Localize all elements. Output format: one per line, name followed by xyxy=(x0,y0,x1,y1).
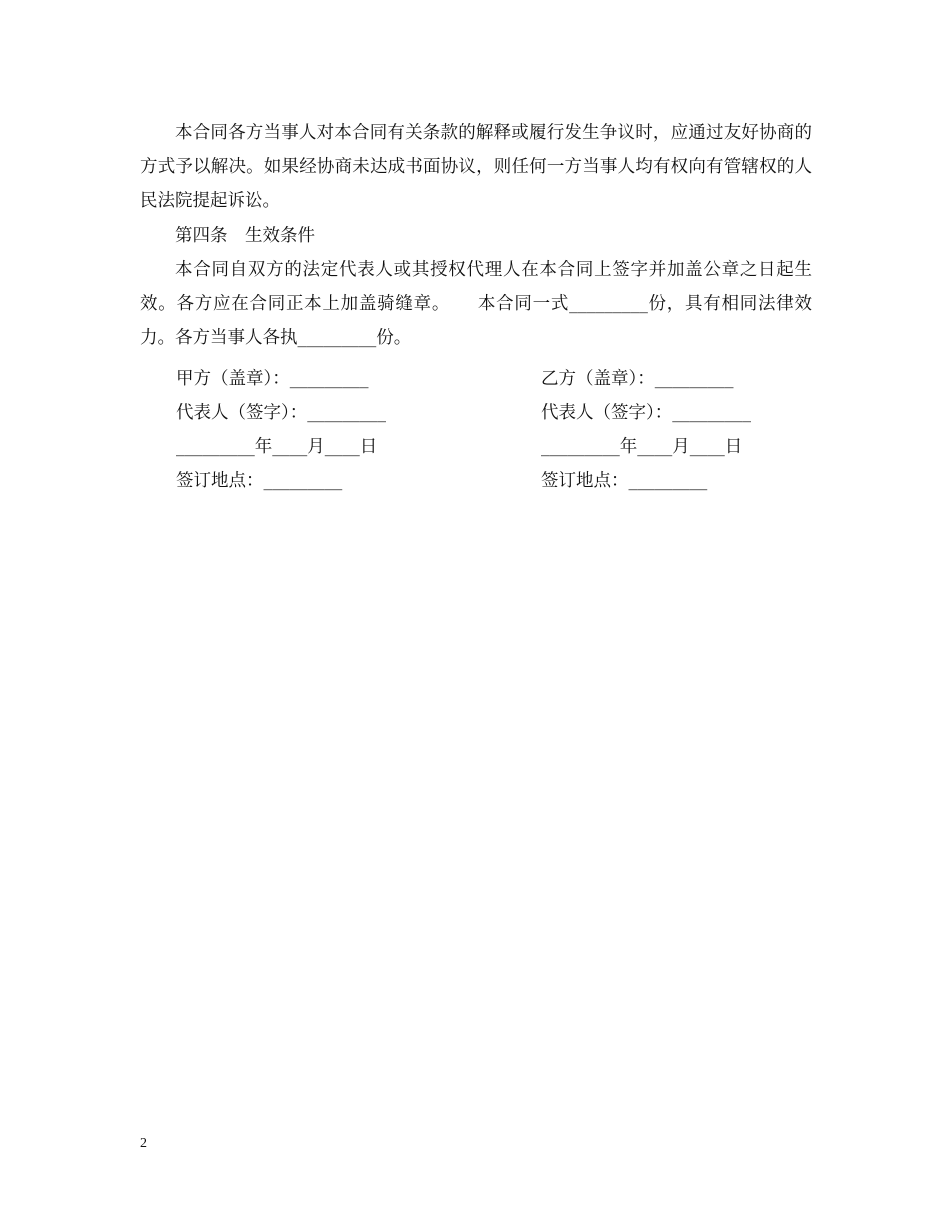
party-b-seal: 乙方（盖章）：_________ xyxy=(541,369,734,389)
party-a-date: _________年____月____日 xyxy=(176,437,378,457)
place-row xyxy=(176,464,816,498)
seal-row xyxy=(176,362,816,396)
party-b-place: 签订地点：_________ xyxy=(541,471,708,491)
contract-body xyxy=(140,116,812,355)
article-4-heading: 第四条 生效条件 xyxy=(175,225,315,246)
signature-block xyxy=(176,362,816,498)
party-b-date: _________年____月____日 xyxy=(541,437,743,457)
party-a-place: 签订地点：_________ xyxy=(176,471,343,491)
party-a-seal: 甲方（盖章）：_________ xyxy=(176,369,369,389)
party-a-representative: 代表人（签字）：_________ xyxy=(176,403,386,423)
page-number: 2 xyxy=(140,1136,147,1151)
effectiveness-paragraph: 本合同自双方的法定代表人或其授权代理人在本合同上签字并加盖公章之日起生效。各方应在合同正本上加盖骑缝章。 本合同一式_________份，具有相同法律效力。各方当事人各执_________份。 xyxy=(140,259,812,349)
party-b-representative: 代表人（签字）：_________ xyxy=(541,403,751,423)
date-row xyxy=(176,430,816,464)
dispute-resolution-paragraph: 本合同各方当事人对本合同有关条款的解释或履行发生争议时，应通过友好协商的方式予以解决。如果经协商未达成书面协议，则任何一方当事人均有权向有管辖权的人民法院提起诉讼。 xyxy=(140,123,812,212)
representative-row xyxy=(176,396,816,430)
